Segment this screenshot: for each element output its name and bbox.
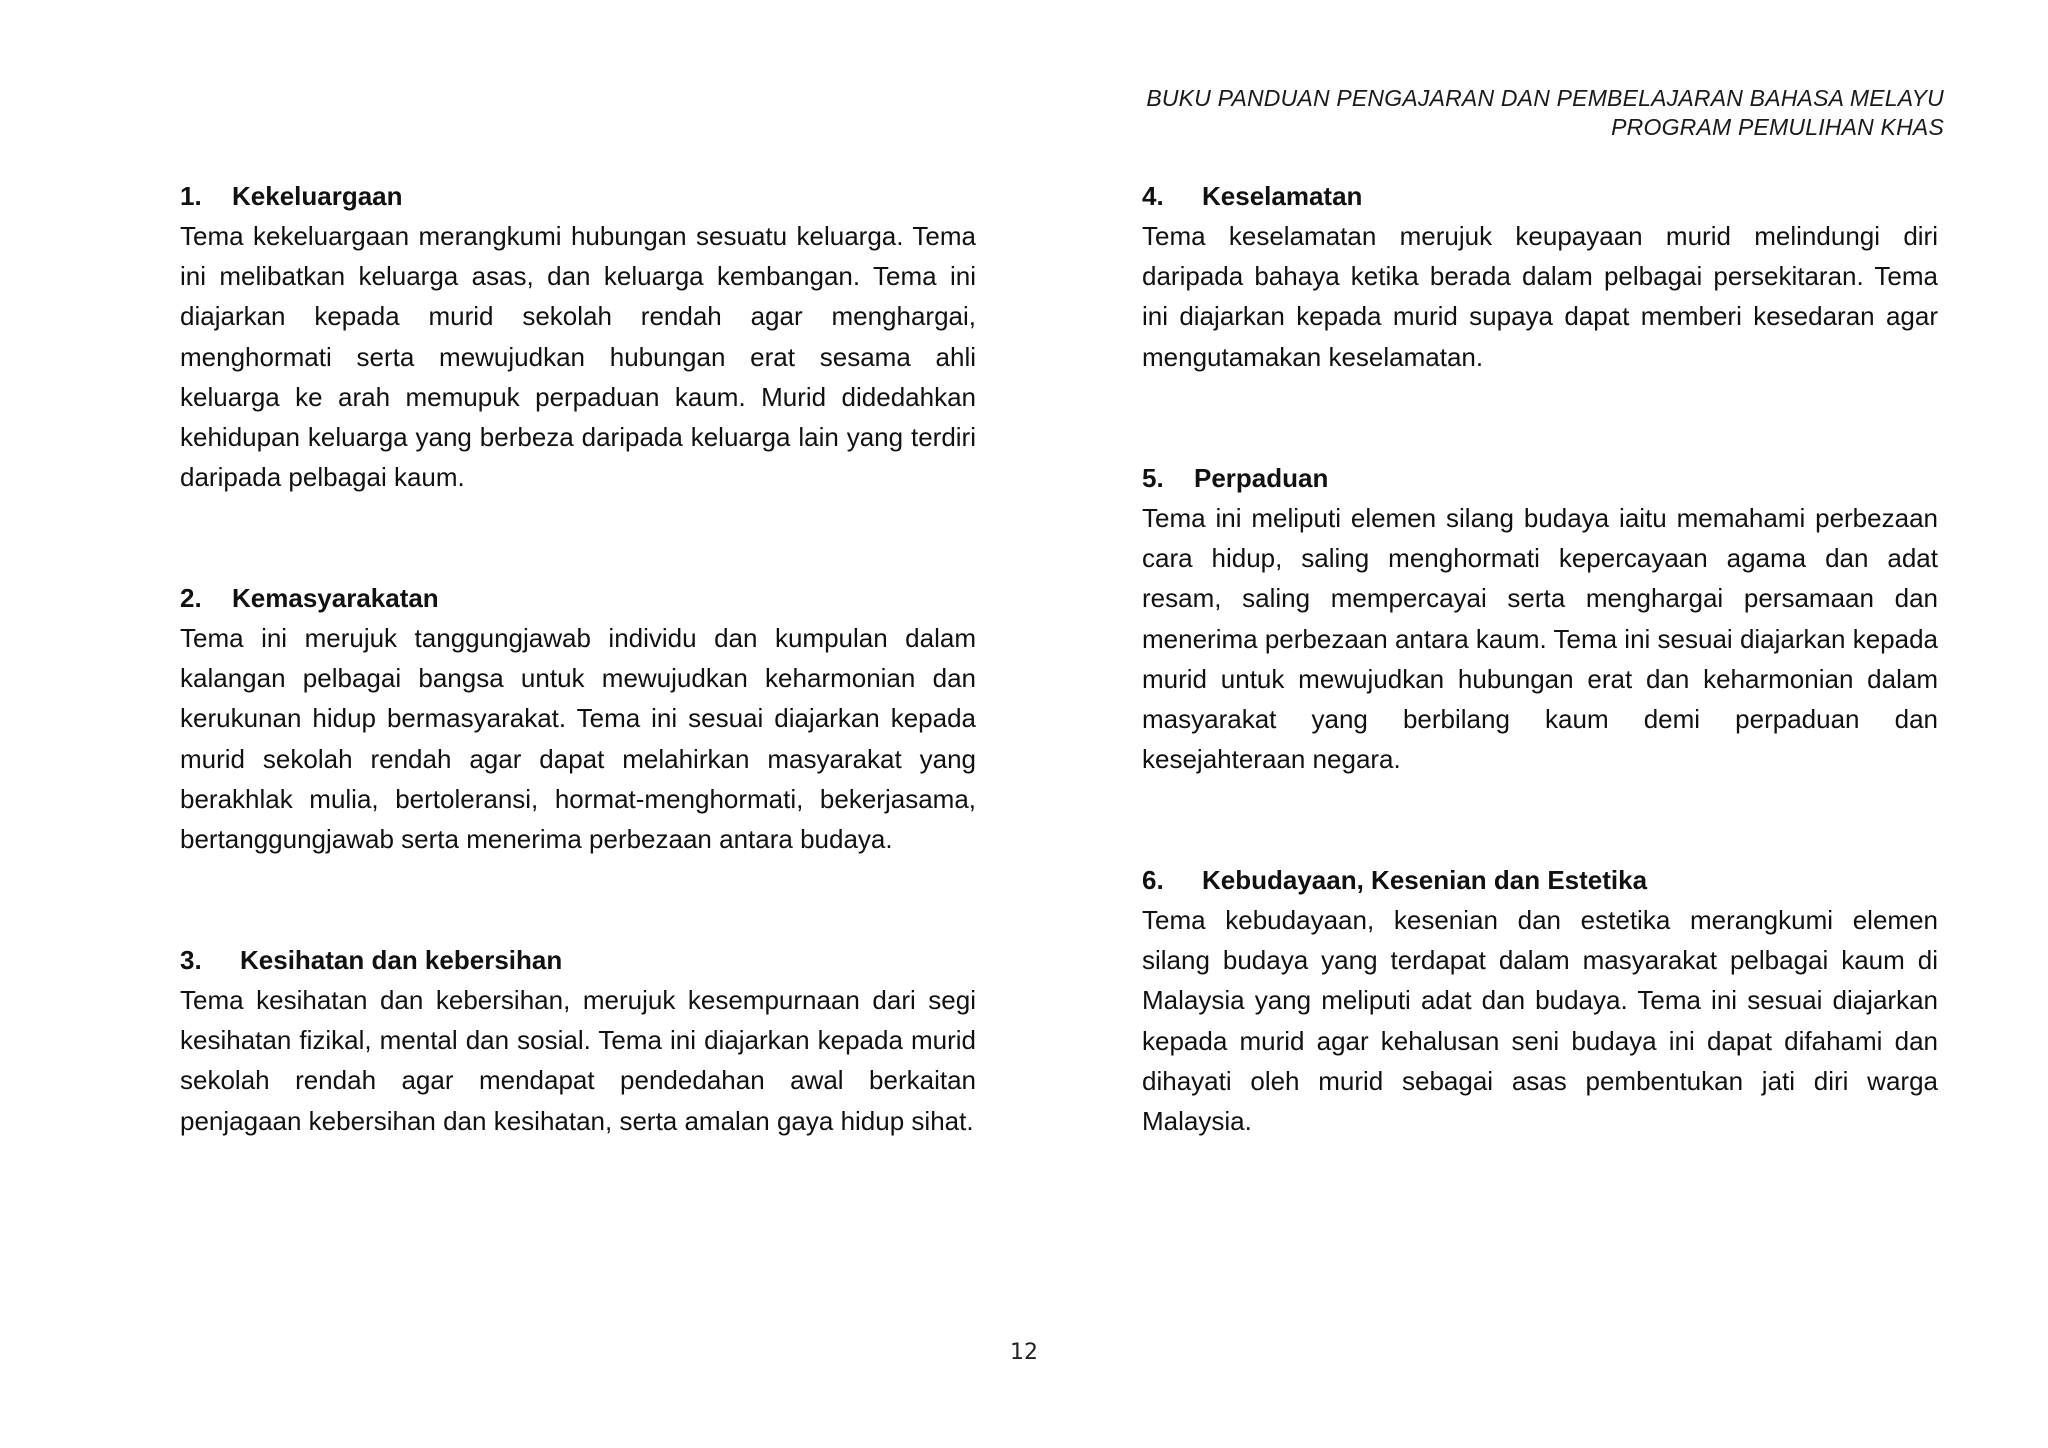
section-kemasyarakatan — [180, 582, 976, 859]
section-number: 3. — [180, 945, 202, 975]
section-body: Tema kebudayaan, kesenian dan estetika merangkumi elemen silang budaya yang terdapat dalam masyarakat pelbagai kaum di Malaysia yang meliputi adat dan budaya. Tema ini sesuai diajarkan kepada murid agar kehalusan seni budaya ini dapat difahami dan dihayati oleh murid sebagai asas pembentukan jati diri warga Malaysia. — [1142, 905, 1938, 1137]
section-heading — [180, 582, 976, 614]
page-number: 12 — [1010, 1340, 1038, 1365]
section-perpaduan — [1142, 462, 1938, 779]
section-title: Keselamatan — [1202, 181, 1363, 211]
section-heading — [1142, 180, 1938, 212]
section-title: Perpaduan — [1194, 463, 1329, 493]
section-title: Kekeluargaan — [232, 181, 403, 211]
section-kekeluargaan — [180, 180, 976, 497]
section-title: Kemasyarakatan — [232, 583, 439, 613]
section-title: Kebudayaan, Kesenian dan Estetika — [1202, 865, 1648, 895]
section-title: Kesihatan dan kebersihan — [240, 945, 563, 975]
section-body: Tema keselamatan merujuk keupayaan murid melindungi diri daripada bahaya ketika berada dalam pelbagai persekitaran. Tema ini diajarkan kepada murid supaya dapat memberi kesedaran agar mengutamakan keselamatan. — [1142, 221, 1938, 372]
section-body: Tema kekeluargaan merangkumi hubungan sesuatu keluarga. Tema ini melibatkan keluarga asas, dan keluarga kembangan. Tema ini diajarkan kepada murid sekolah rendah agar menghargai, menghormati serta mewujudkan hubungan erat sesama ahli keluarga ke arah memupuk perpaduan kaum. Murid didedahkan kehidupan keluarga yang berbeza daripada keluarga lain yang terdiri daripada pelbagai kaum. — [180, 221, 976, 493]
section-keselamatan — [1142, 180, 1938, 377]
section-body: Tema ini meliputi elemen silang budaya iaitu memahami perbezaan cara hidup, saling menghormati kepercayaan agama dan adat resam, saling mempercayai serta menghargai persamaan dan menerima perbezaan antara kaum. Tema ini sesuai diajarkan kepada murid untuk mewujudkan hubungan erat dan keharmonian dalam masyarakat yang berbilang kaum demi perpaduan dan kesejahteraan negara. — [1142, 503, 1938, 775]
header-line-1: BUKU PANDUAN PENGAJARAN DAN PEMBELAJARAN BAHASA MELAYU — [1146, 85, 1944, 111]
section-number: 2. — [180, 583, 202, 613]
section-number: 6. — [1142, 865, 1164, 895]
header-line-2: PROGRAM PEMULIHAN KHAS — [1611, 114, 1944, 140]
section-number: 4. — [1142, 181, 1164, 211]
section-heading — [1142, 462, 1938, 494]
section-body: Tema ini merujuk tanggungjawab individu dan kumpulan dalam kalangan pelbagai bangsa untuk mewujudkan keharmonian dan kerukunan hidup bermasyarakat. Tema ini sesuai diajarkan kepada murid sekolah rendah agar dapat melahirkan masyarakat yang berakhlak mulia, bertoleransi, hormat-menghormati, bekerjasama, bertanggungjawab serta menerima perbezaan antara budaya. — [180, 623, 976, 855]
section-body: Tema kesihatan dan kebersihan, merujuk kesempurnaan dari segi kesihatan fizikal, mental dan sosial. Tema ini diajarkan kepada murid sekolah rendah agar mendapat pendedahan awal berkaitan penjagaan kebersihan dan kesihatan, serta amalan gaya hidup sihat. — [180, 985, 976, 1136]
section-kesihatan — [180, 944, 976, 1141]
section-number: 1. — [180, 181, 202, 211]
section-heading — [1142, 864, 1938, 896]
section-heading — [180, 180, 976, 212]
running-header — [844, 84, 1944, 142]
section-kebudayaan — [1142, 864, 1938, 1141]
section-number: 5. — [1142, 463, 1164, 493]
section-heading — [180, 944, 976, 976]
